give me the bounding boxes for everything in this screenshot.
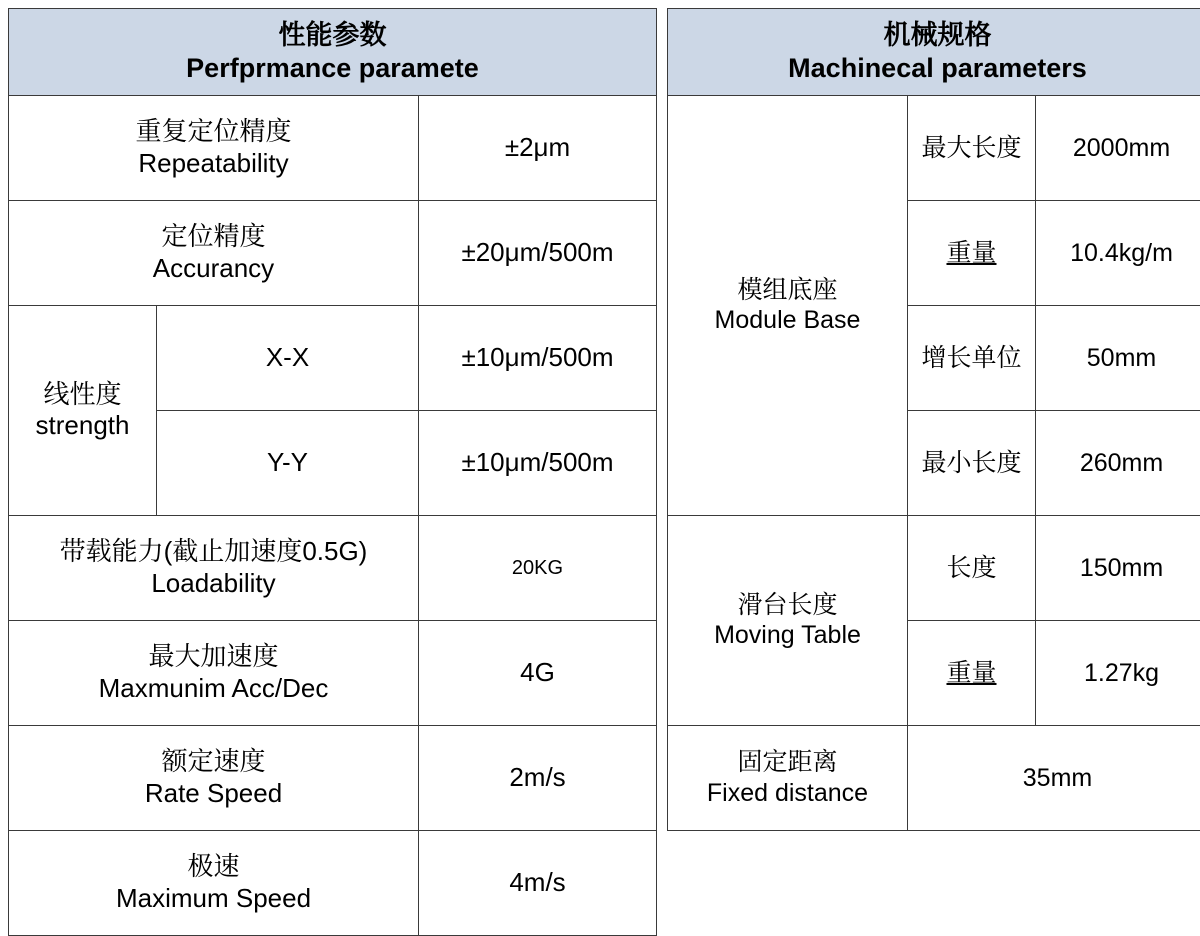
row-label-accuracy [9,200,419,305]
table-row [9,725,657,830]
group-label-en: Moving Table [674,620,901,651]
row-label-fixed-distance [668,725,908,830]
row-value-rate-speed: 2m/s [419,725,657,830]
table-row [9,305,657,410]
row-label-en: Accurancy [15,253,412,285]
row-label-table-weight: 重量 [908,620,1036,725]
row-value-yy: ±10μm/500m [419,410,657,515]
table-row [668,9,1200,96]
row-label-cn: 固定距离 [674,747,901,778]
row-label-table-length: 长度 [908,515,1036,620]
row-value-accuracy: ±20μm/500m [419,200,657,305]
row-label-en: Maxmunim Acc/Dec [15,673,412,705]
performance-table-header [9,9,657,96]
row-label-rate-speed [9,725,419,830]
row-label-en: Maximum Speed [15,883,412,915]
row-value-table-weight: 1.27kg [1036,620,1200,725]
row-label-loadability [9,515,419,620]
table-row [668,95,1200,200]
mechanical-header-cn: 机械规格 [672,19,1200,52]
row-value-xx: ±10μm/500m [419,305,657,410]
row-label-cn: 线性度 [15,379,150,411]
row-value-table-length: 150mm [1036,515,1200,620]
row-value-fixed-distance: 35mm [908,725,1200,830]
row-value-repeatability: ±2μm [419,95,657,200]
performance-header-en: Perfprmance paramete [13,52,652,85]
table-row [9,9,657,96]
row-label-min-length: 最小长度 [908,410,1036,515]
row-label-en: Repeatability [15,148,412,180]
row-value-base-weight: 10.4kg/m [1036,200,1200,305]
table-row [9,515,657,620]
row-label-cn: 重复定位精度 [15,116,412,148]
row-label-increment-unit: 增长单位 [908,305,1036,410]
performance-parameters-table [8,8,657,936]
row-label-max-acceleration [9,620,419,725]
mechanical-parameters-table [667,8,1200,831]
row-value-min-length: 260mm [1036,410,1200,515]
row-label-maximum-speed [9,830,419,935]
group-label-cn: 滑台长度 [674,590,901,621]
row-value-max-acceleration: 4G [419,620,657,725]
group-label-cn: 模组底座 [674,275,901,306]
row-label-base-weight: 重量 [908,200,1036,305]
row-label-en: strength [15,410,150,442]
mechanical-table-header [668,9,1200,96]
row-label-en: Loadability [15,568,412,600]
row-value-increment-unit: 50mm [1036,305,1200,410]
row-label-cn: 带载能力(截止加速度0.5G) [15,536,412,568]
row-label-cn: 最大加速度 [15,641,412,673]
row-label-cn: 定位精度 [15,221,412,253]
row-label-linearity [9,305,157,515]
row-label-en: Rate Speed [15,778,412,810]
row-label-repeatability [9,95,419,200]
group-label-moving-table [668,515,908,725]
table-row [9,95,657,200]
row-value-loadability: 20KG [419,515,657,620]
row-label-cn: 额定速度 [15,746,412,778]
group-label-module-base [668,95,908,515]
row-sublabel-yy: Y-Y [157,410,419,515]
row-value-max-length: 2000mm [1036,95,1200,200]
table-row [9,200,657,305]
row-label-max-length: 最大长度 [908,95,1036,200]
table-row [668,515,1200,620]
table-row [9,620,657,725]
row-sublabel-xx: X-X [157,305,419,410]
table-row [9,830,657,935]
row-label-en: Fixed distance [674,778,901,809]
mechanical-header-en: Machinecal parameters [672,52,1200,85]
row-value-maximum-speed: 4m/s [419,830,657,935]
performance-header-cn: 性能参数 [13,19,652,52]
row-label-cn: 极速 [15,851,412,883]
group-label-en: Module Base [674,305,901,336]
table-row [668,725,1200,830]
